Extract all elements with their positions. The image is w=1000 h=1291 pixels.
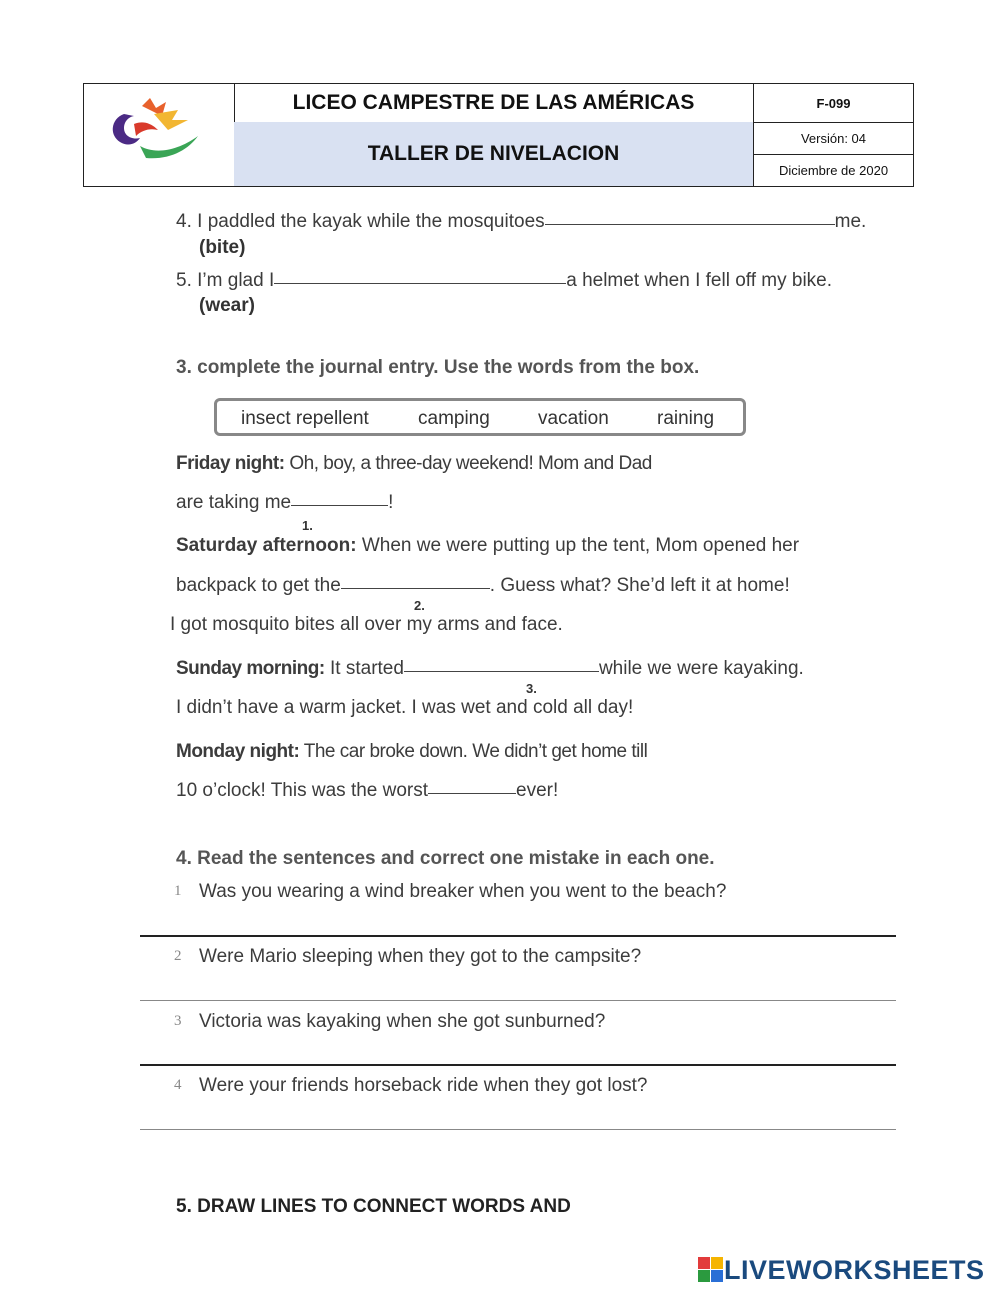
monday-label: Monday night:: [176, 741, 300, 762]
blank-2-number: 2.: [414, 598, 425, 613]
blank-4[interactable]: [428, 793, 516, 794]
sunday-label: Sunday morning:: [176, 658, 325, 679]
saturday-line-2: [176, 575, 790, 597]
friday-line-2: [176, 492, 393, 514]
brand-name: LIVEWORKSHEETS: [724, 1254, 985, 1285]
sentence-3-number: 3: [174, 1013, 182, 1029]
sentence-4-number: 4: [174, 1077, 182, 1093]
word-box: [214, 398, 746, 436]
item-5-answer-blank[interactable]: [274, 283, 566, 284]
sentence-4-text: Were your friends horseback ride when they got lost?: [199, 1075, 648, 1096]
monday-line: [176, 741, 647, 763]
section-4-heading: 4. Read the sentences and correct one mistake in each one.: [176, 848, 715, 869]
blank-1[interactable]: [291, 505, 388, 506]
saturday-text-2-end: . Guess what? She’d left it at home!: [489, 575, 790, 596]
sentence-4-answer-line[interactable]: [140, 1129, 896, 1130]
version-label: Versión: 04: [754, 122, 913, 155]
sunday-line-2: I didn’t have a warm jacket. I was wet and cold all day!: [176, 697, 634, 718]
sunday-text: It started: [330, 658, 404, 679]
blank-3-number: 3.: [526, 681, 537, 696]
item-4-text: I paddled the kayak while the mosquitoes: [197, 211, 545, 232]
sunday-line: [176, 658, 804, 680]
blank-2[interactable]: [341, 588, 490, 589]
section-3-heading: 3. complete the journal entry. Use the words from the box.: [176, 357, 700, 378]
sentence-3-answer-line[interactable]: [140, 1064, 896, 1066]
monday-text-2: 10 o’clock! This was the worst: [176, 780, 429, 801]
saturday-text-2: backpack to get the: [176, 575, 341, 596]
school-logo: [84, 84, 235, 186]
monday-line-2: [176, 780, 558, 802]
monday-text: The car broke down. We didn’t get home till: [303, 741, 648, 762]
item-5-text-end: a helmet when I fell off my bike.: [566, 270, 833, 291]
word-raining[interactable]: raining: [657, 408, 715, 429]
item-5-hint: (wear): [199, 295, 255, 316]
worksheet-title: TALLER DE NIVELACION: [234, 122, 754, 186]
sentence-1-text: Was you wearing a wind breaker when you went to the beach?: [199, 881, 727, 902]
item-4-text-end: me.: [834, 211, 867, 232]
monday-text-2-end: ever!: [516, 780, 559, 801]
item-5-text: I’m glad I: [197, 270, 275, 291]
saturday-text: When we were putting up the tent, Mom opened her: [361, 535, 800, 556]
saturday-line-3: I got mosquito bites all over my arms and face.: [170, 614, 563, 635]
friday-text-2: are taking me: [176, 492, 292, 513]
liveworksheets-brand[interactable]: [698, 1255, 985, 1285]
item-4-answer-blank[interactable]: [545, 224, 835, 225]
item-4-hint: (bite): [199, 237, 246, 258]
blank-1-number: 1.: [302, 518, 313, 533]
sunday-text-end: while we were kayaking.: [598, 658, 804, 679]
form-code: F-099: [754, 84, 913, 123]
sentence-1-answer-line[interactable]: [140, 935, 896, 937]
word-insect-repellent[interactable]: insect repellent: [241, 408, 369, 429]
word-vacation[interactable]: vacation: [538, 408, 609, 429]
item-5-number: 5.: [176, 270, 192, 291]
friday-text: Oh, boy, a three-day weekend! Mom and Dad: [289, 453, 652, 474]
sentence-2-number: 2: [174, 948, 182, 964]
school-name: LICEO CAMPESTRE DE LAS AMÉRICAS: [234, 84, 754, 123]
item-5-sentence: [176, 270, 832, 292]
liveworksheets-logo-icon: [698, 1257, 724, 1283]
friday-line: [176, 453, 652, 475]
friday-label: Friday night:: [176, 453, 285, 474]
item-4-number: 4.: [176, 211, 192, 232]
section-5-heading: 5. DRAW LINES TO CONNECT WORDS AND: [176, 1196, 571, 1217]
date-label: Diciembre de 2020: [778, 162, 889, 178]
saturday-line: [176, 535, 799, 557]
header-table: [83, 83, 914, 187]
word-camping[interactable]: camping: [418, 408, 490, 429]
sentence-3-text: Victoria was kayaking when she got sunburned?: [199, 1011, 606, 1032]
blank-3[interactable]: [404, 671, 599, 672]
sentence-1-number: 1: [174, 883, 182, 899]
friday-text-2-end: !: [388, 492, 394, 513]
sentence-2-text: Were Mario sleeping when they got to the campsite?: [199, 946, 642, 967]
sentence-2-answer-line[interactable]: [140, 1000, 896, 1001]
saturday-label: Saturday afternoon:: [176, 535, 357, 556]
item-4-sentence: [176, 211, 866, 233]
